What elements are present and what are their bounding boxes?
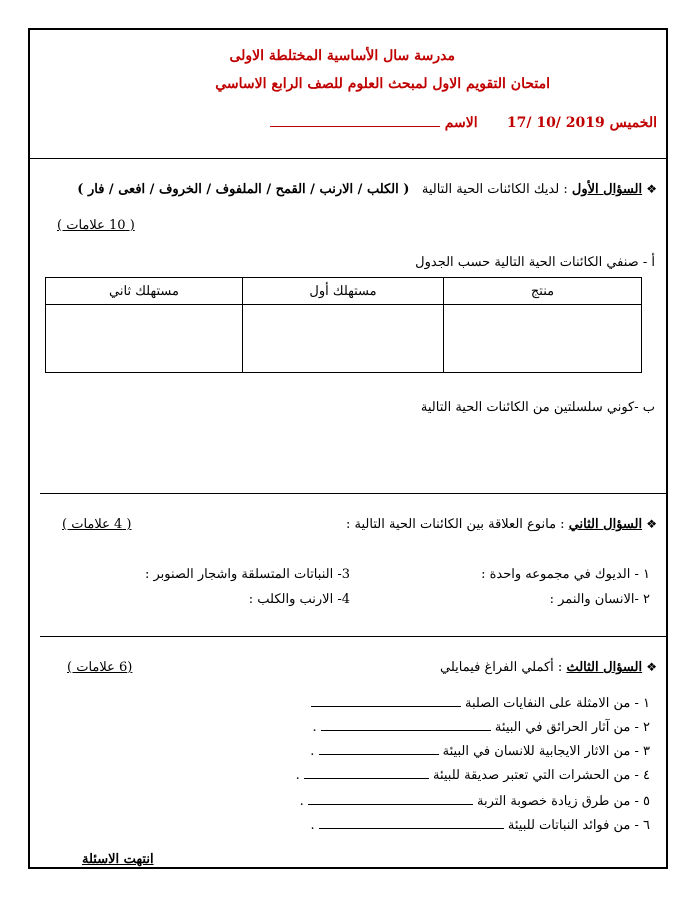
answer-blank[interactable] — [321, 730, 491, 731]
q2-intro: : مانوع العلاقة بين الكائنات الحية التالية : — [346, 517, 565, 532]
table-header-producer: منتج — [444, 278, 642, 305]
q3-item-text: ٤ - من الحشرات التي تعتبر صديقة للبيئة — [432, 768, 650, 783]
q1-marks: ( 10 علامات ) — [57, 218, 135, 233]
end-of-questions: انتهت الاسئلة — [82, 852, 154, 867]
page-border — [28, 28, 668, 869]
q3-item — [311, 696, 650, 711]
day: الخميس — [609, 115, 657, 131]
divider — [40, 636, 666, 637]
q1-line — [77, 182, 657, 197]
answer-blank[interactable] — [304, 778, 429, 779]
answer-blank[interactable] — [311, 706, 461, 707]
divider — [40, 493, 666, 494]
q3-item-text: ١ - من الامثلة على النفايات الصلبة — [464, 696, 650, 711]
q2-item-2: ٢ -الانسان والنمر : — [549, 592, 650, 607]
diamond-bullet-icon: ❖ — [646, 182, 657, 196]
table-cell-secondary-consumer[interactable] — [46, 305, 243, 373]
q3-line — [440, 660, 657, 675]
q3-item: ٦ - من فوائد النباتات للبيئة . — [310, 818, 650, 833]
school-name: مدرسة سال الأساسية المختلطة الاولى — [229, 48, 455, 64]
q3-item: ٢ - من آثار الحرائق في البيئة . — [312, 720, 650, 735]
q3-item: ٤ - من الحشرات التي تعتبر صديقة للبيئة . — [295, 768, 650, 783]
q2-line — [346, 517, 657, 532]
q3-item-text: ٦ - من فوائد النباتات للبيئة — [507, 818, 650, 833]
q3-marks: (6 علامات ) — [67, 660, 133, 675]
answer-blank[interactable] — [319, 828, 504, 829]
q1-items: ( الكلب / الارنب / القمح / الملفوف / الخروف / افعى / فار ) — [77, 182, 410, 197]
exam-date-line — [270, 115, 657, 131]
exam-title: امتحان التقويم الاول لمبحث العلوم للصف الرابع الاساسي — [215, 76, 550, 92]
date: 17/ 10/ 2019 — [506, 115, 605, 131]
answer-blank[interactable] — [308, 804, 473, 805]
q2-item-3: 3- النباتات المتسلقة واشجار الصنوبر : — [144, 567, 350, 582]
diamond-bullet-icon: ❖ — [646, 517, 657, 531]
classification-table — [45, 277, 642, 373]
q1-label: السؤال الأول — [571, 182, 643, 197]
table-header-primary-consumer: مستهلك أول — [243, 278, 444, 305]
name-label: الاسم — [444, 115, 478, 131]
q3-item-text: ٢ - من آثار الحرائق في البيئة — [494, 720, 650, 735]
q1-intro: : لديك الكائنات الحية التالية — [421, 182, 568, 197]
table-cell-primary-consumer[interactable] — [243, 305, 444, 373]
divider — [30, 158, 666, 159]
q2-item-4: 4- الارنب والكلب : — [248, 592, 350, 607]
table-header-secondary-consumer: مستهلك ثاني — [46, 278, 243, 305]
q3-item: ٣ - من الاثار الايجابية للانسان في البيئة . — [310, 744, 650, 759]
answer-blank[interactable] — [319, 754, 439, 755]
diamond-bullet-icon: ❖ — [646, 660, 657, 674]
q3-intro: : أكملي الفراغ فيمايلي — [440, 660, 563, 675]
q2-item-1: ١ - الديوك في مجموعه واحدة : — [481, 567, 650, 582]
q3-item-text: ٣ - من الاثار الايجابية للانسان في البيئة — [442, 744, 650, 759]
q1-part-a: أ - صنفي الكائنات الحية التالية حسب الجدول — [415, 255, 655, 270]
name-field[interactable] — [270, 126, 440, 127]
q3-item-text: ٥ - من طرق زيادة خصوبة التربة — [477, 794, 650, 809]
table-cell-producer[interactable] — [444, 305, 642, 373]
q2-label: السؤال الثاني — [568, 517, 643, 532]
q3-item: ٥ - من طرق زيادة خصوبة التربة . — [299, 794, 650, 809]
q1-part-b: ب -كوني سلسلتين من الكائنات الحية التالية — [420, 400, 655, 415]
q3-label: السؤال الثالث — [566, 660, 643, 675]
q2-marks: ( 4 علامات ) — [62, 517, 132, 532]
